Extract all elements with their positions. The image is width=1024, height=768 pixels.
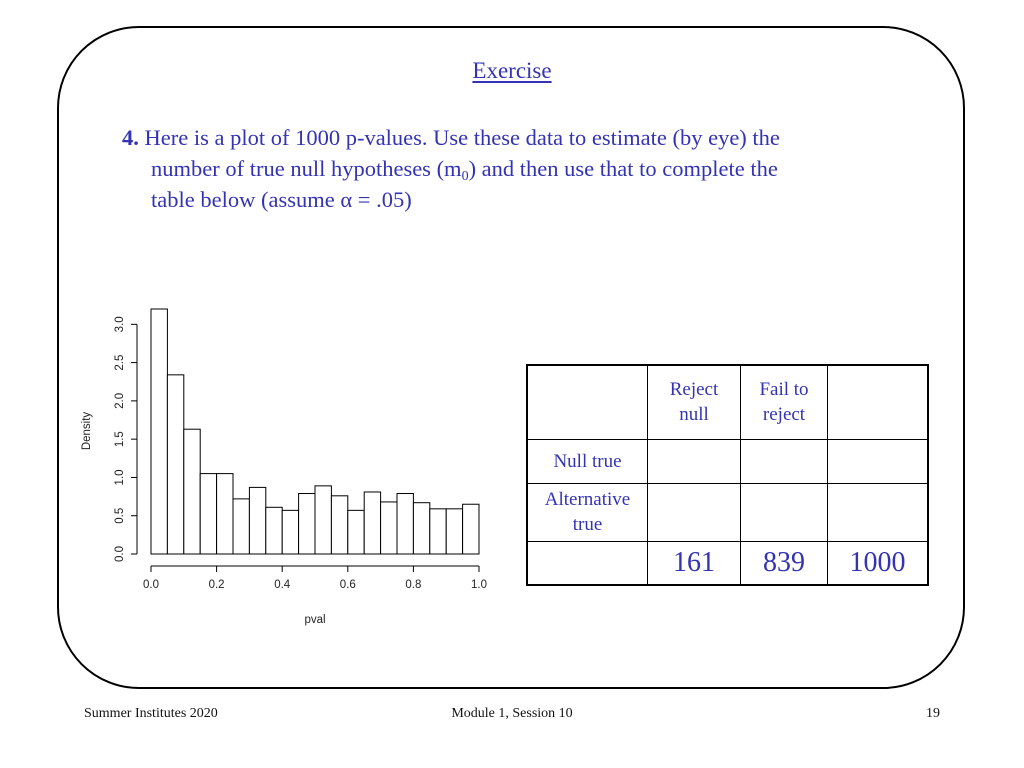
question-line-2: number of true null hypotheses $(m_0)$ and then use that to complete the xyxy=(151,156,778,184)
subscript-zero: 0 xyxy=(461,169,469,184)
header-reject-null: Reject null xyxy=(648,365,741,439)
histogram-bar xyxy=(151,309,167,554)
results-table xyxy=(526,364,929,586)
header-fail-to-reject: Fail to reject xyxy=(741,365,828,439)
cell-alt-fail[interactable] xyxy=(741,483,828,541)
question-text xyxy=(122,122,902,215)
question-number: 4. xyxy=(122,125,139,150)
histogram-bar xyxy=(282,510,298,554)
histogram-bar xyxy=(364,492,380,554)
histogram-bar xyxy=(331,496,347,554)
total-all: 1000 xyxy=(828,541,929,585)
histogram-bar xyxy=(217,474,233,554)
histogram-bar xyxy=(249,487,265,554)
row-label-alternative-true: Alternative true xyxy=(527,483,648,541)
cell-null-total[interactable] xyxy=(828,439,929,483)
x-tick-label: 0.6 xyxy=(339,579,356,591)
histogram-bar xyxy=(381,502,397,554)
histogram-bar xyxy=(167,375,183,554)
cell-alt-reject[interactable] xyxy=(648,483,741,541)
histogram-bar xyxy=(463,504,479,554)
cell-null-fail[interactable] xyxy=(741,439,828,483)
question-line-3: table below (assume α = .05) xyxy=(151,187,412,212)
x-tick-label: 0.2 xyxy=(208,579,225,591)
histogram-bar xyxy=(233,499,249,554)
histogram-bar xyxy=(266,507,282,554)
table-corner-cell xyxy=(527,365,648,439)
x-tick-label: 0.0 xyxy=(143,579,159,591)
totals-label-cell xyxy=(527,541,648,585)
y-tick-label: 0.5 xyxy=(114,507,126,524)
y-axis-label: Density xyxy=(81,411,93,451)
x-axis-label: pval xyxy=(304,614,326,626)
y-tick-label: 0.0 xyxy=(114,546,126,562)
histogram-bar xyxy=(413,503,429,554)
histogram-bar xyxy=(299,494,315,554)
footer-left: Summer Institutes 2020 xyxy=(84,706,218,721)
cell-null-reject[interactable] xyxy=(648,439,741,483)
y-tick-label: 1.5 xyxy=(114,431,126,448)
histogram-bar xyxy=(397,494,413,554)
x-tick-label: 1.0 xyxy=(471,579,487,591)
y-tick-label: 1.0 xyxy=(114,469,126,486)
slide-title: Exercise xyxy=(472,58,552,83)
x-tick-label: 0.4 xyxy=(274,579,291,591)
footer-page-number: 19 xyxy=(926,706,940,721)
row-label-null-true: Null true xyxy=(527,439,648,483)
alpha-symbol: α xyxy=(340,187,353,212)
histogram-bar xyxy=(430,509,446,554)
question-line-1: Here is a plot of 1000 p-values. Use these data to estimate (by eye) the xyxy=(138,125,780,150)
histogram-bar xyxy=(315,486,331,554)
histogram-bar xyxy=(348,510,364,554)
y-tick-label: 2.5 xyxy=(114,354,126,371)
histogram-bar xyxy=(446,509,462,554)
pvalue-histogram xyxy=(70,298,500,638)
y-tick-label: 2.0 xyxy=(114,392,126,409)
header-total xyxy=(828,365,929,439)
x-tick-label: 0.8 xyxy=(405,579,422,591)
total-reject-null: 161 xyxy=(648,541,741,585)
histogram-bar xyxy=(184,429,200,554)
y-tick-label: 3.0 xyxy=(114,316,126,333)
cell-alt-total[interactable] xyxy=(828,483,929,541)
total-fail-to-reject: 839 xyxy=(741,541,828,585)
histogram-bar xyxy=(200,474,216,554)
footer-center: Module 1, Session 10 xyxy=(451,706,573,721)
